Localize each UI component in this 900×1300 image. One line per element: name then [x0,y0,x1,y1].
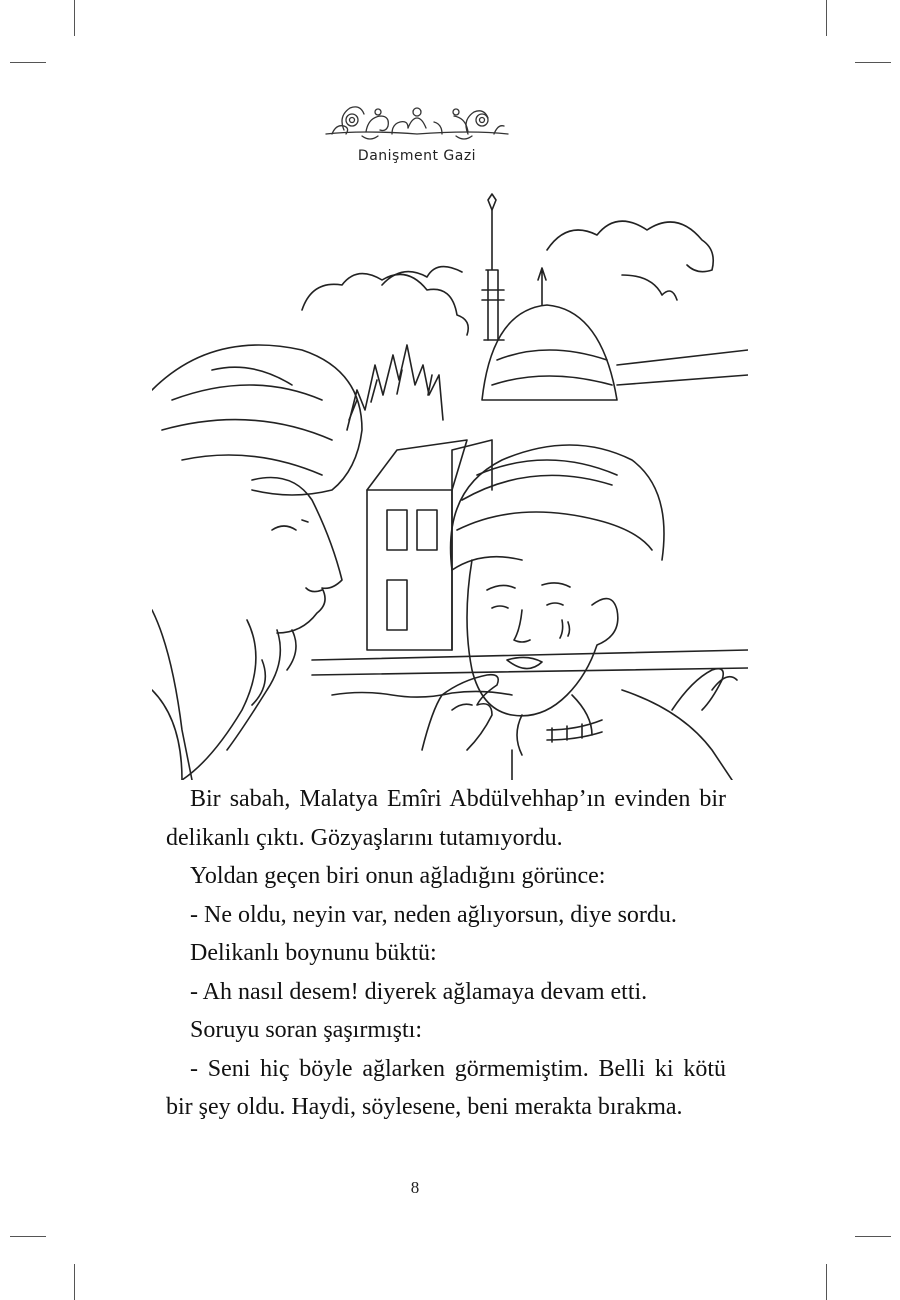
dialogue-line: - Ah nasıl desem! diyerek ağlamaya devam etti. [190,978,648,1005]
paragraph: Bir sabah, Malatya Emîri Abdülvehhap’ın evinden bir delikanlı çıktı. Gözyaşlarını tutamıyordu. [166,786,726,851]
crop-mark [855,1236,891,1237]
paragraph: Soruyu soran şaşırmıştı: [190,1017,422,1043]
dialogue-line: - Ne oldu, neyin var, neden ağlıyorsun, diye sordu. [190,901,677,928]
running-head-title: Danişment Gazi [357,148,477,164]
paragraph: Yoldan geçen biri onun ağladığını görünce: [190,863,606,889]
dialogue-line: - Seni hiç böyle ağlarken görmemiştim. Belli ki kötü bir şey oldu. Haydi, söylesene, beni merakta bırakma. [166,1055,726,1120]
crop-mark [826,0,827,36]
crop-mark [826,1264,827,1300]
page-number: 8 [410,1178,420,1197]
floral-scroll-ornament-icon [322,100,512,144]
crop-mark [10,62,46,63]
crop-mark [74,1264,75,1300]
body-text [166,780,726,1127]
line-drawing-two-men-mosque-icon [152,190,748,780]
paragraph: Delikanlı boynunu büktü: [190,940,437,966]
crop-mark [855,62,891,63]
crop-mark [74,0,75,36]
crop-mark [10,1236,46,1237]
